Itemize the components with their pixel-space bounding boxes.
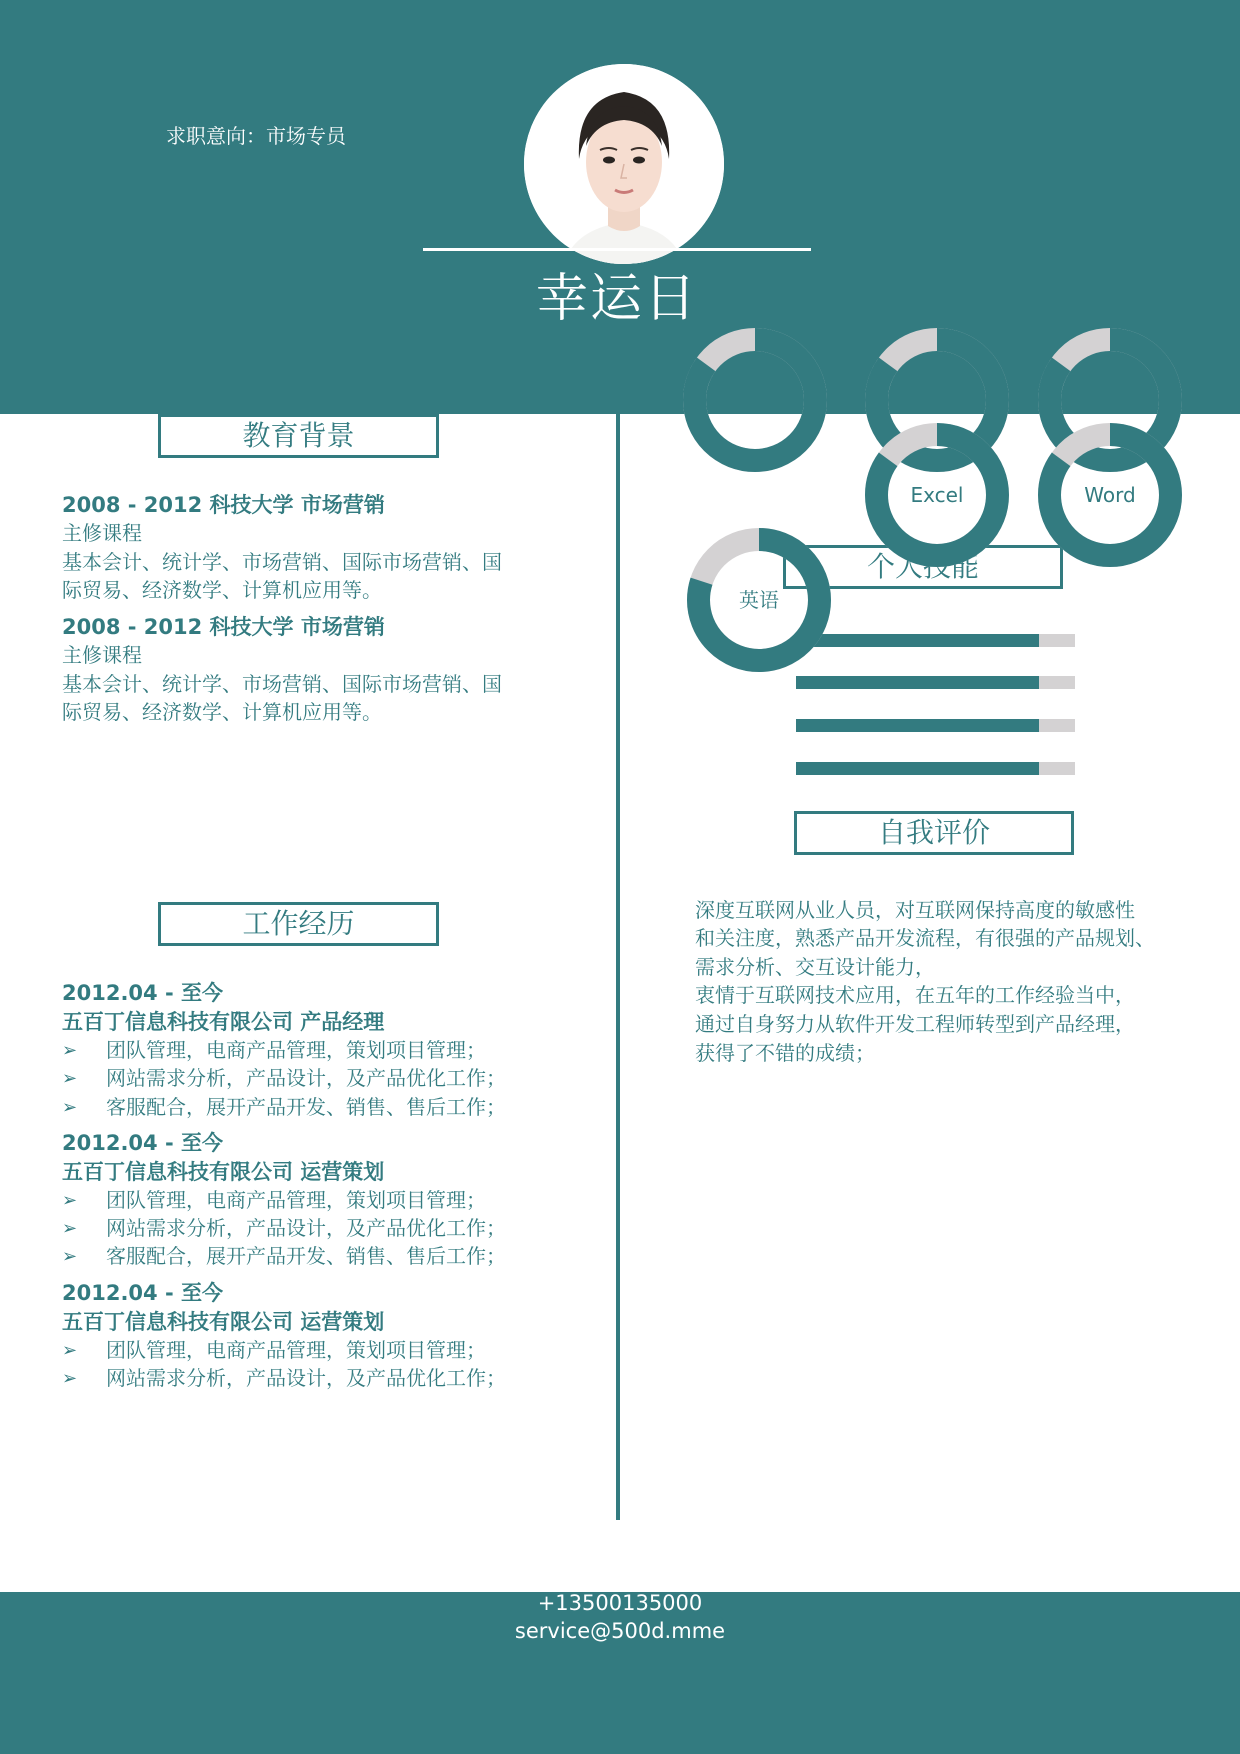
skill-bar-1-fill [796,634,1039,647]
skill-bar-2 [796,676,1075,689]
education-entry-1-line1: 基本会计、统计学、市场营销、国际市场营销、国 [62,550,502,574]
skill-ring-label: Excel [910,483,964,507]
work-entry-1-company: 五百丁信息科技有限公司 产品经理 [62,1010,385,1034]
work-entry-3-item-2: 网站需求分析，产品设计，及产品优化工作； [106,1366,506,1390]
bullet-arrow-icon: ➢ [62,1190,78,1211]
self-evaluation-line-1: 深度互联网从业人员，对互联网保持高度的敏感性 [695,898,1135,922]
work-entry-2-item-1: 团队管理，电商产品管理，策划项目管理； [106,1188,486,1212]
bullet-arrow-icon: ➢ [62,1340,78,1361]
skill-ring-label: 英语 [739,588,779,612]
bullet-arrow-icon: ➢ [62,1068,78,1089]
self-evaluation-line-6: 获得了不错的成绩； [695,1041,875,1065]
education-entry-2-line2: 际贸易、经济数学、计算机应用等。 [62,700,382,724]
skill-ring [1050,435,1171,556]
skill-bar-4-fill [796,762,1039,775]
work-entry-3-date: 2012.04 - 至今 [62,1281,223,1305]
contact-email: service@500d.mme [514,1619,726,1643]
self-evaluation-line-4: 衷情于互联网技术应用，在五年的工作经验当中， [695,983,1135,1007]
bullet-arrow-icon: ➢ [62,1246,78,1267]
education-entry-1-line2: 际贸易、经济数学、计算机应用等。 [62,578,382,602]
education-entry-2-subtitle: 主修课程 [62,643,142,667]
work-entry-2-item-2: 网站需求分析，产品设计，及产品优化工作； [106,1216,506,1240]
work-entry-2-item-3: 客服配合，展开产品开发、销售、售后工作； [106,1244,506,1268]
skill-ring-label: Word [1084,483,1136,507]
self-evaluation-title: 自我评价 [794,811,1074,855]
education-entry-1-heading: 2008 - 2012 科技大学 市场营销 [62,493,385,517]
contact-phone: +13500135000 [537,1591,703,1615]
skill-ring [877,435,998,556]
work-entry-3-company: 五百丁信息科技有限公司 运营策划 [62,1310,385,1334]
avatar [524,64,724,264]
self-evaluation-line-5: 通过自身努力从软件开发工程师转型到产品经理， [695,1012,1135,1036]
footer-band [0,1592,1240,1754]
skill-ring-level [1050,435,1171,556]
work-entry-1-item-2: 网站需求分析，产品设计，及产品优化工作； [106,1066,506,1090]
bullet-arrow-icon: ➢ [62,1218,78,1239]
skill-bar-3-fill [796,719,1039,732]
job-intent: 求职意向：市场专员 [166,124,346,148]
work-entry-3-item-1: 团队管理，电商产品管理，策划项目管理； [106,1338,486,1362]
education-entry-1-subtitle: 主修课程 [62,521,142,545]
skill-bar-4 [796,762,1075,775]
skill-ring-level [877,435,998,556]
skills-title: 个人技能 [783,545,1063,589]
skill-ring-track [877,435,998,556]
education-title: 教育背景 [158,414,439,458]
name-underline [423,248,811,251]
work-title: 工作经历 [158,902,439,946]
work-entry-1-date: 2012.04 - 至今 [62,981,223,1005]
skill-bar-1 [796,634,1075,647]
work-entry-1-item-1: 团队管理，电商产品管理，策划项目管理； [106,1038,486,1062]
bullet-arrow-icon: ➢ [62,1040,78,1061]
work-entry-1-item-3: 客服配合，展开产品开发、销售、售后工作； [106,1095,506,1119]
work-entry-2-company: 五百丁信息科技有限公司 运营策划 [62,1160,385,1184]
candidate-name: 幸运日 [535,269,698,329]
education-entry-2-line1: 基本会计、统计学、市场营销、国际市场营销、国 [62,672,502,696]
skill-bar-3 [796,719,1075,732]
bullet-arrow-icon: ➢ [62,1368,78,1389]
self-evaluation-line-2: 和关注度，熟悉产品开发流程，有很强的产品规划、 [695,926,1155,950]
skill-ring-track [1050,435,1171,556]
portrait-illustration [524,64,724,264]
skill-bar-2-fill [796,676,1039,689]
work-entry-2-date: 2012.04 - 至今 [62,1131,223,1155]
self-evaluation-line-3: 需求分析、交互设计能力， [695,955,935,979]
bullet-arrow-icon: ➢ [62,1097,78,1118]
education-entry-2-heading: 2008 - 2012 科技大学 市场营销 [62,615,385,639]
column-divider [616,414,620,1520]
